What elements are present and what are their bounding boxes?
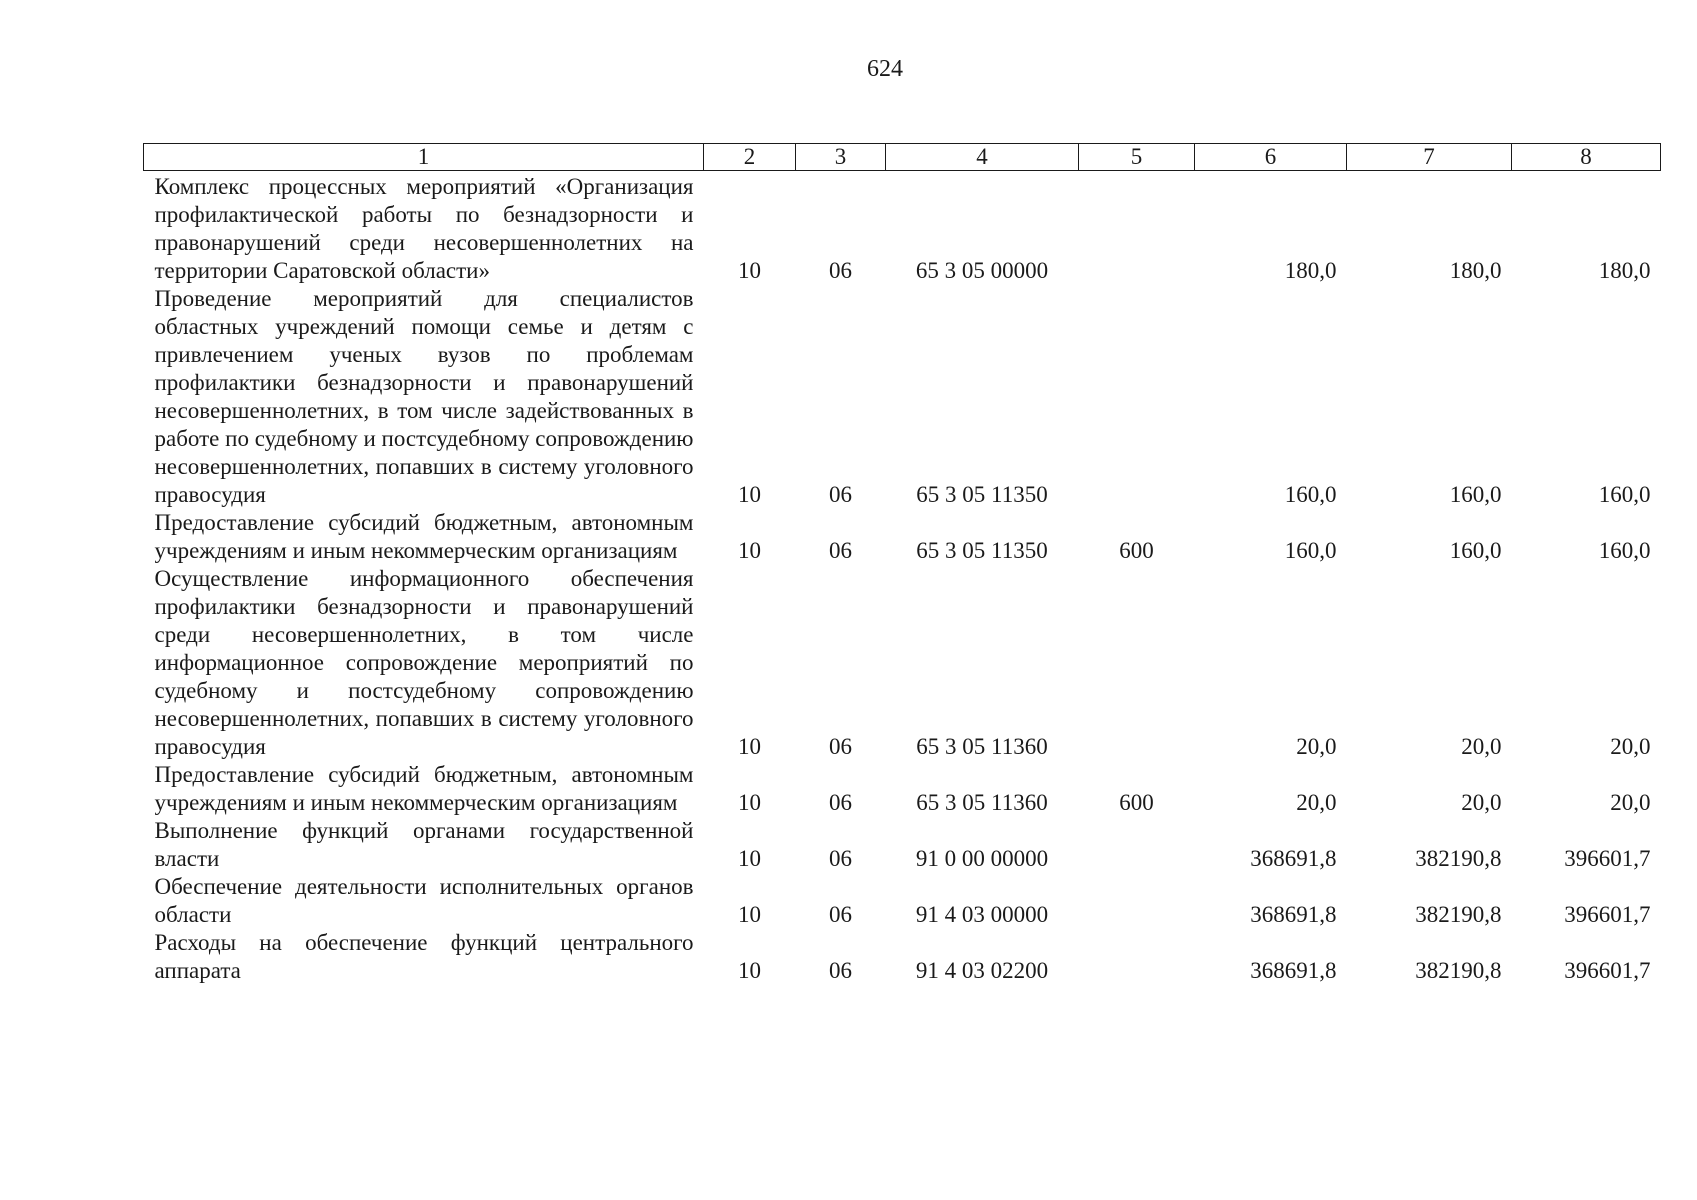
row-description: Осуществление информационного обеспечения профилактики безнадзорности и правонарушений среди несовершеннолетних, в том числе информационное сопровождение мероприятий по судебному и постсудебному сопровождению несовершеннолетних, попавших в систему уголовного правосудия <box>154 566 694 759</box>
row-amount-year3: 20,0 <box>1610 734 1651 759</box>
row-description: Выполнение функций органами государственной власти <box>154 818 694 871</box>
row-amount-year1: 368691,8 <box>1250 902 1337 927</box>
column-header-7: 7 <box>1347 144 1512 171</box>
row-description: Комплекс процессных мероприятий «Организация профилактической работы по безнадзорности и правонарушений среди несовершеннолетних на территории Саратовской области» <box>154 174 694 283</box>
row-section: 10 <box>738 958 761 983</box>
row-expense-type <box>1079 873 1195 929</box>
row-target-code: 91 0 00 00000 <box>915 846 1049 871</box>
table-body <box>144 171 1661 986</box>
row-target-code: 65 3 05 11350 <box>916 482 1048 507</box>
column-header-4: 4 <box>886 144 1079 171</box>
row-amount-year3: 396601,7 <box>1564 958 1651 983</box>
row-amount-year2: 20,0 <box>1461 790 1502 815</box>
row-amount-year2: 160,0 <box>1449 482 1502 507</box>
header-row <box>144 144 1661 171</box>
column-header-3: 3 <box>796 144 886 171</box>
row-section: 10 <box>738 790 761 815</box>
row-amount-year2: 160,0 <box>1449 538 1502 563</box>
table-row <box>144 565 1661 761</box>
row-description: Предоставление субсидий бюджетным, автономным учреждениям и иным некоммерческим организациям <box>154 510 694 563</box>
row-amount-year2: 180,0 <box>1449 258 1502 283</box>
row-amount-year3: 180,0 <box>1598 258 1651 283</box>
row-amount-year3: 396601,7 <box>1564 846 1651 871</box>
row-amount-year2: 382190,8 <box>1415 958 1502 983</box>
row-subsection: 06 <box>829 846 852 871</box>
row-target-code: 65 3 05 11360 <box>916 790 1048 815</box>
row-expense-type <box>1079 817 1195 873</box>
row-target-code: 65 3 05 00000 <box>915 258 1049 283</box>
table-row <box>144 817 1661 873</box>
row-expense-type <box>1079 171 1195 286</box>
row-target-code: 65 3 05 11350 <box>916 538 1048 563</box>
row-amount-year2: 382190,8 <box>1415 902 1502 927</box>
row-expense-type <box>1079 285 1195 509</box>
row-description: Предоставление субсидий бюджетным, автономным учреждениям и иным некоммерческим организациям <box>154 762 694 815</box>
row-amount-year3: 160,0 <box>1598 482 1651 507</box>
column-header-6: 6 <box>1195 144 1347 171</box>
row-amount-year3: 20,0 <box>1610 790 1651 815</box>
row-expense-type: 600 <box>1119 790 1154 815</box>
row-description: Расходы на обеспечение функций центрального аппарата <box>154 930 694 983</box>
row-amount-year3: 160,0 <box>1598 538 1651 563</box>
row-subsection: 06 <box>829 790 852 815</box>
table-row <box>144 509 1661 565</box>
row-amount-year1: 368691,8 <box>1250 846 1337 871</box>
row-section: 10 <box>738 902 761 927</box>
row-amount-year1: 160,0 <box>1284 538 1337 563</box>
row-amount-year1: 180,0 <box>1284 258 1337 283</box>
row-subsection: 06 <box>829 958 852 983</box>
row-amount-year1: 20,0 <box>1296 734 1337 759</box>
row-expense-type <box>1079 929 1195 985</box>
row-expense-type: 600 <box>1119 538 1154 563</box>
table-row <box>144 929 1661 985</box>
row-subsection: 06 <box>829 482 852 507</box>
row-section: 10 <box>738 258 761 283</box>
row-amount-year3: 396601,7 <box>1564 902 1651 927</box>
row-section: 10 <box>738 846 761 871</box>
row-amount-year1: 160,0 <box>1284 482 1337 507</box>
column-header-5: 5 <box>1079 144 1195 171</box>
row-subsection: 06 <box>829 734 852 759</box>
row-amount-year1: 368691,8 <box>1250 958 1337 983</box>
row-target-code: 91 4 03 00000 <box>915 902 1049 927</box>
table-row <box>144 285 1661 509</box>
table-row <box>144 873 1661 929</box>
row-description: Обеспечение деятельности исполнительных органов области <box>154 874 694 927</box>
row-amount-year1: 20,0 <box>1296 790 1337 815</box>
row-target-code: 91 4 03 02200 <box>915 958 1049 983</box>
table-row <box>144 761 1661 817</box>
column-header-2: 2 <box>704 144 796 171</box>
row-expense-type <box>1079 565 1195 761</box>
table-header <box>144 144 1661 171</box>
row-subsection: 06 <box>829 902 852 927</box>
row-section: 10 <box>738 482 761 507</box>
row-description: Проведение мероприятий для специалистов областных учреждений помощи семье и детям с привлечением ученых вузов по проблемам профилактики безнадзорности и правонарушений несовершеннолетних, в том числе задействованных в работе по судебному и постсудебному сопровождению несовершеннолетних, попавших в систему уголовного правосудия <box>154 286 694 507</box>
row-section: 10 <box>738 734 761 759</box>
table-row <box>144 171 1661 286</box>
column-header-8: 8 <box>1512 144 1661 171</box>
row-amount-year2: 20,0 <box>1461 734 1502 759</box>
column-header-1: 1 <box>144 144 704 171</box>
row-section: 10 <box>738 538 761 563</box>
row-subsection: 06 <box>829 538 852 563</box>
budget-table <box>143 143 1661 985</box>
row-target-code: 65 3 05 11360 <box>916 734 1048 759</box>
row-amount-year2: 382190,8 <box>1415 846 1502 871</box>
row-subsection: 06 <box>829 258 852 283</box>
page-number: 624 <box>867 56 903 82</box>
